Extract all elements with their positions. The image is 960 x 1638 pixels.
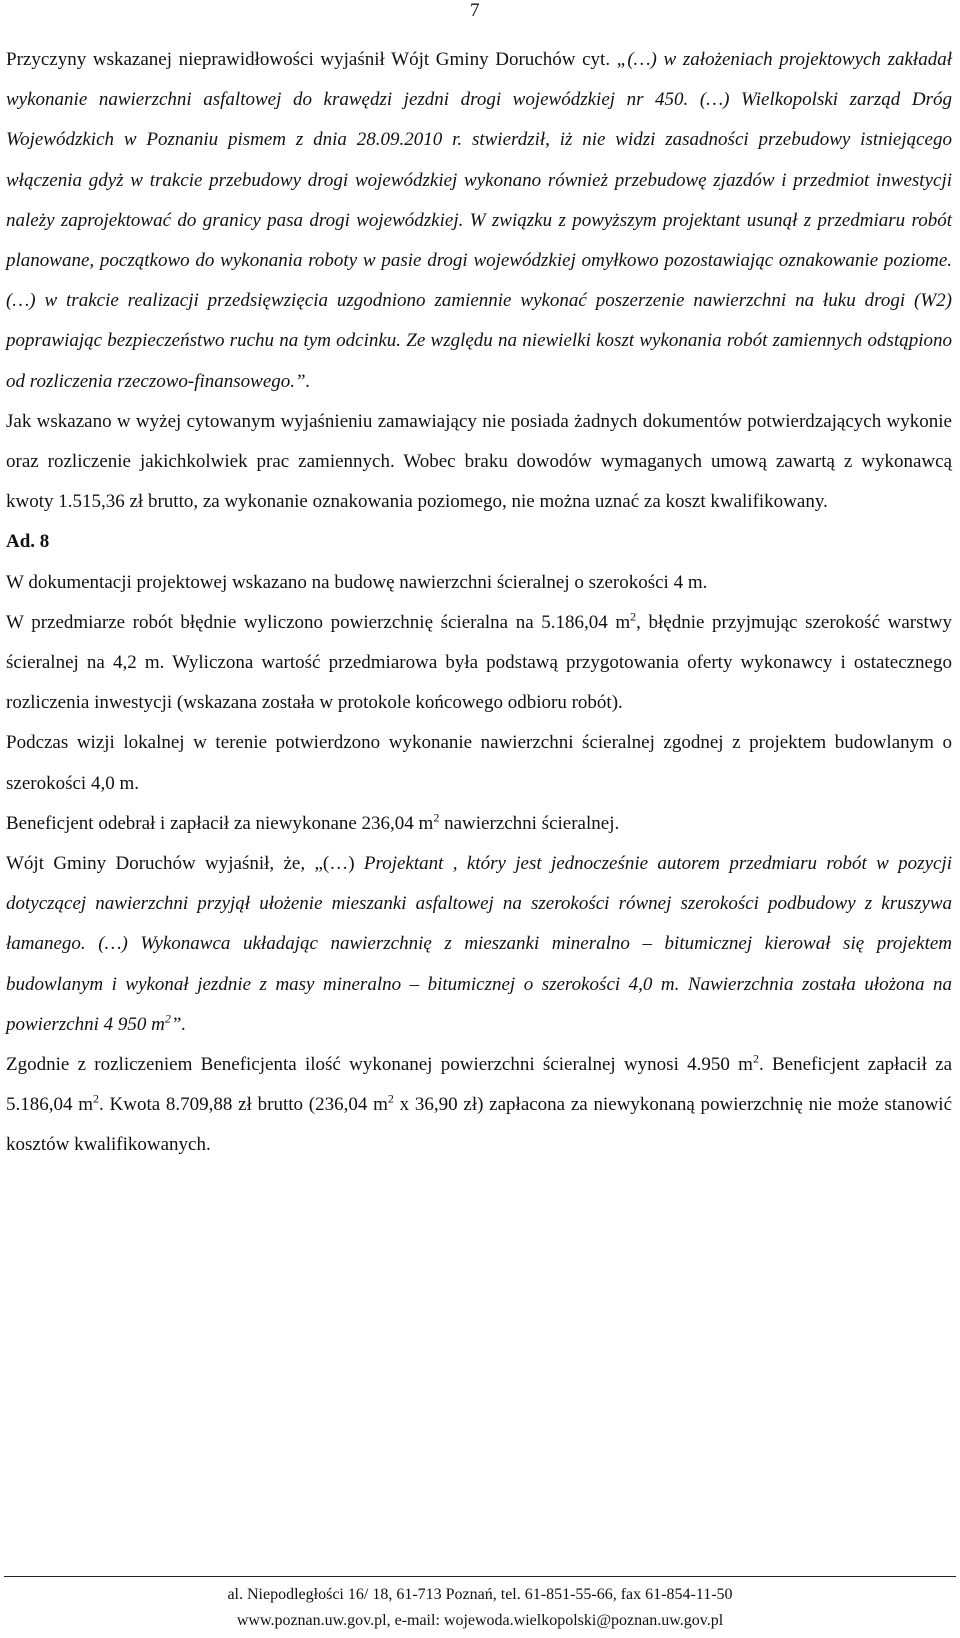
quoted-text: „(…) w założeniach projektowych zakładał wykonanie nawierzchni asfaltowej do krawędzi jezdni drogi wojewódzkiej nr 450. (…) Wielkopolski zarząd Dróg Wojewódzkich w Poznaniu pismem z dnia 28.09.2010 r. stwierdził, iż nie widzi zasadności przebudowy istniejącego włączenia gdyż w trakcie przebudowy drogi wojewódzkiej wykonano również przebudowę zjazdów i przedmiot inwestycji należy zaprojektować do granicy pasa drogi wojewódzkiej. W związku z powyższym projektant usunął z przedmiaru robót planowane, początkowo do wykonania roboty w pasie drogi wojewódzkiej omyłkowo pozostawiając oznakowanie poziome. (…) w trakcie realizacji przedsięwzięcia uzgodniono zamiennie wykonać poszerzenie nawierzchni na łuku drogi (W2) poprawiając bezpieczeństwo ruchu na tym odcinku. Ze względu na niewielki koszt wykonania robót zamiennych odstąpiono od rozliczenia rzeczowo-finansowego.”. [6,49,952,392]
page-number: 7 [470,0,480,21]
paragraph-text: Jak wskazano w wyżej cytowanym wyjaśnieniu zamawiający nie posiada żadnych dokumentów potwierdzających wykonie oraz rozliczenie jakichkolwiek prac zamiennych. Wobec braku dowodów wymaganych umową zawartą z wykonawcą kwoty 1.515,36 zł brutto, za wykonanie oznakowania poziomego, nie można uznać za koszt kwalifikowany. [6,410,952,513]
superscript: 2 [630,609,637,624]
paragraph-text: . Beneficjent zapłacił za 5.186,04 m [6,1054,952,1116]
section-heading-ad8: Ad. 8 [6,531,50,553]
paragraph-text: Przyczyny wskazanej nieprawidłowości wyjaśnił Wójt Gminy Doruchów cyt. „(…) w założeniach projektowych zakładał wykonanie nawierzchni asfaltowej do krawędzi jezdni drogi wojewódzkiej nr 450. (…) Wielkopolski zarząd Dróg Wojewódzkich w Poznaniu pismem z dnia 28.09.2010 r. stwierdził, iż nie widzi zasadności przebudowy istniejącego włączenia gdyż w trakcie przebudowy drogi wojewódzkiej wykonano również przebudowę zjazdów i przedmiot inwestycji należy zaprojektować do granicy pasa drogi wojewódzkiej. W związku z powyższym projektant usunął z przedmiaru robót planowane, początkowo do wykonania roboty w pasie drogi wojewódzkiej omyłkowo pozostawiając oznakowanie poziome. (…) w trakcie realizacji przedsięwzięcia uzgodniono zamiennie wykonać poszerzenie nawierzchni na łuku drogi (W2) poprawiając bezpieczeństwo ruchu na tym odcinku. Ze względu na niewielki koszt wykonania robót zamiennych odstąpiono od rozliczenia rzeczowo-finansowego.”. [6,49,952,392]
footer-contact: www.poznan.uw.gov.pl, e-mail: wojewoda.wielkopolski@poznan.uw.gov.pl [236,1612,724,1629]
paragraph-quote-explanation [6,40,952,402]
quoted-text-end: ”. [170,1013,187,1035]
paragraph-text: W przedmiarze robót błędnie wyliczono powierzchnię ścieralna na 5.186,04 m [6,611,631,633]
footer-address: al. Niepodległości 16/ 18, 61-713 Poznań, tel. 61-851-55-66, fax 61-854-11-50 [227,1586,733,1603]
paragraph-conclusion [6,402,952,523]
paragraph-text: . Kwota 8.709,88 zł brutto (236,04 m [99,1094,388,1116]
superscript: 2 [93,1091,100,1106]
page-footer [0,1582,960,1634]
paragraph-text: Beneficjent odebrał i zapłacił za niewykonane 236,04 m [6,812,434,834]
superscript: 2 [164,1011,171,1026]
superscript: 2 [387,1091,394,1106]
paragraph-text: Zgodnie z rozliczeniem Beneficjenta ilość wykonanej powierzchni ścieralnej wynosi 4.950 m [6,1054,753,1076]
document-body [6,40,952,1166]
paragraph-beneficiary-paid [6,804,952,844]
footer-divider [4,1576,956,1577]
paragraph-site-inspection [6,723,952,803]
paragraph-text: W dokumentacji projektowej wskazano na budowę nawierzchni ścieralnej o szerokości 4 m. [6,571,708,593]
paragraph-text: , błędnie przyjmując szerokość warstwy ścieralnej na 4,2 m. Wyliczona wartość przedmiarowa była podstawą przygotowania oferty wykonawcy i ostatecznego rozliczenia inwestycji (wskazana została w protokole końcowego odbioru robót). [6,611,952,714]
paragraph-text: Wójt Gminy Doruchów wyjaśnił, że, „(…) [6,853,364,875]
paragraph-text: Podczas wizji lokalnej w terenie potwierdzono wykonanie nawierzchni ścieralnej zgodnej z projektem budowlanym o szerokości 4,0 m. [6,732,952,794]
superscript: 2 [752,1051,759,1066]
paragraph-bill-of-quantities [6,603,952,724]
paragraph-mayor-explanation [6,844,952,1045]
quoted-text: Projektant , który jest jednocześnie autorem przedmiaru robót w pozycji dotyczącej nawierzchni przyjął ułożenie mieszanki asfaltowej na szerokości równej szerokości podbudowy z kruszywa łamanego. (…) Wykonawca układając nawierzchnię z mieszanki mineralno – bitumicznej kierował się projektem budowlanym i wykonał jezdnie z masy mineralno – bitumicznej o szerokości 4,0 m. Nawierzchnia została ułożona na powierzchni 4 950 m [6,853,952,1035]
paragraph-text: nawierzchni ścieralnej. [439,812,620,834]
superscript: 2 [433,810,440,825]
paragraph-documentation [6,563,952,603]
paragraph-text: x 36,90 zł) zapłacona za niewykonaną powierzchnię nie może stanowić kosztów kwalifikowanych. [6,1094,953,1156]
paragraph-settlement [6,1045,952,1166]
